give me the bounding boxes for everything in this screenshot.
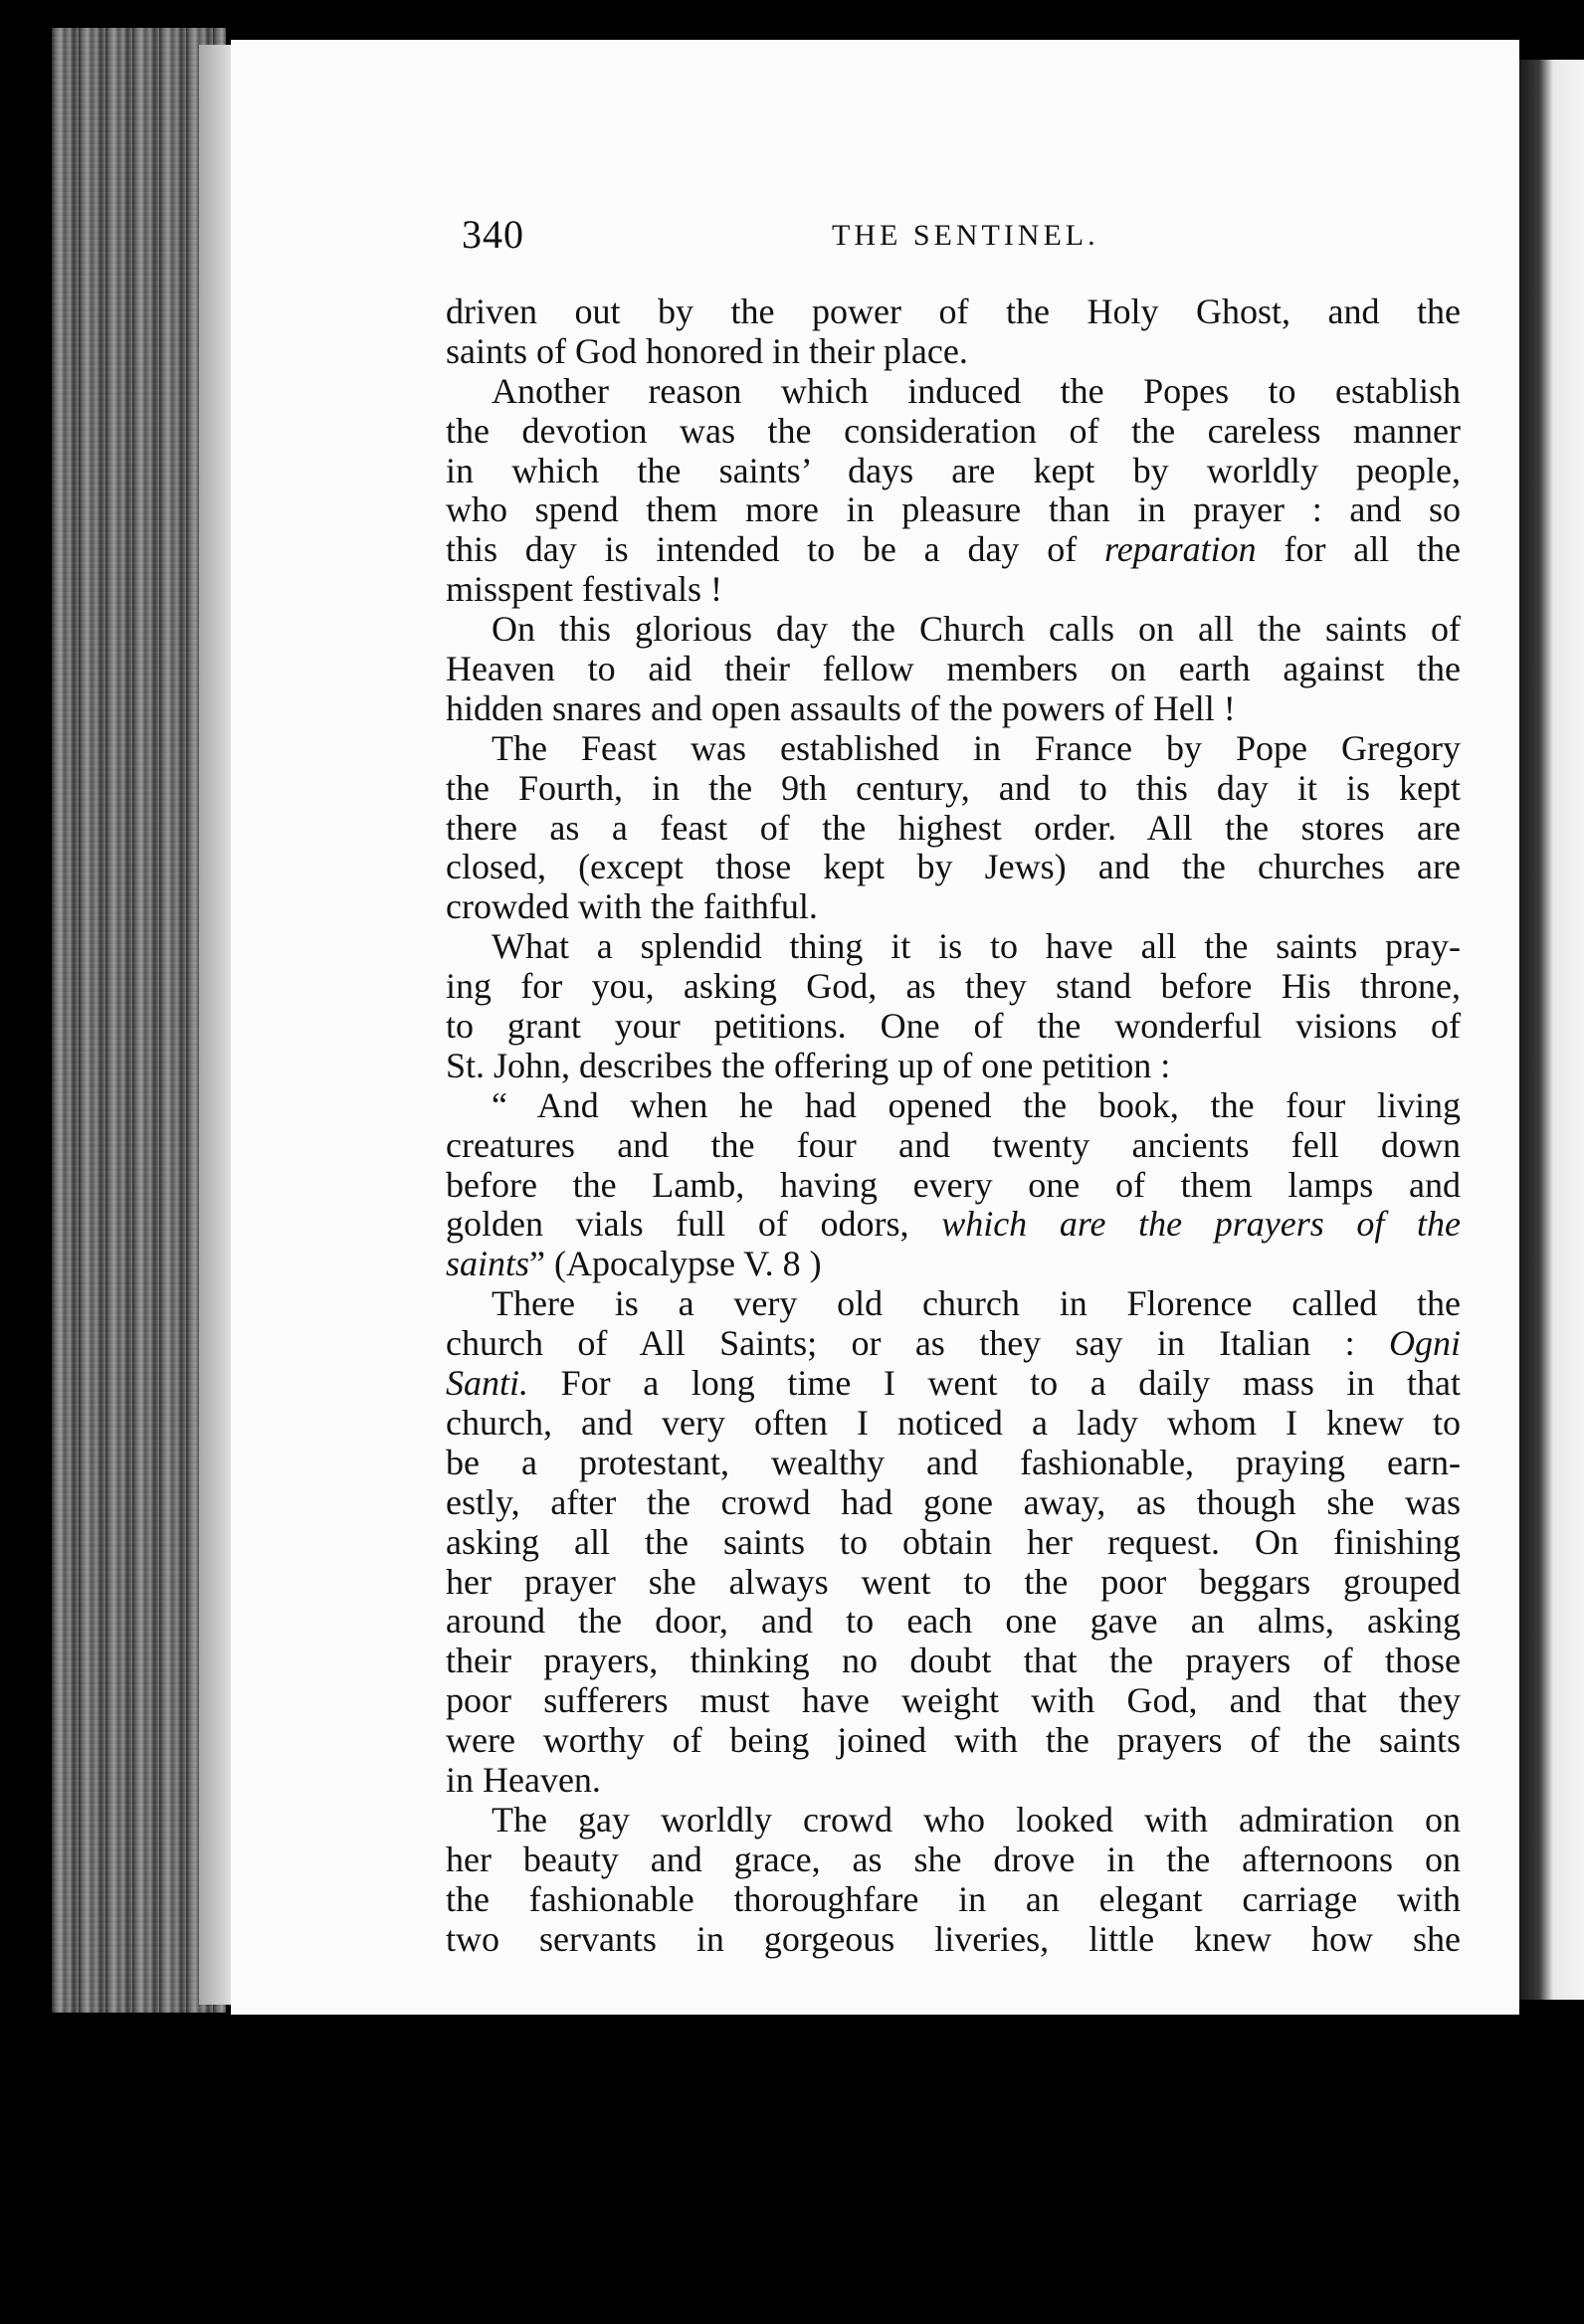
italic-text: saints <box>446 1245 530 1284</box>
text-line <box>446 1364 1461 1404</box>
text-line: before the Lamb, having every one of them lamps and <box>446 1165 1461 1205</box>
journal-title: THE SENTINEL. <box>832 219 1099 252</box>
page-number: 340 <box>462 212 524 257</box>
text-segment: For a long time I went to a daily mass in that <box>528 1364 1461 1404</box>
text-line: two servants in gorgeous liveries, little knew how she <box>446 1919 1461 1959</box>
text-line: misspent festivals ! <box>446 570 722 610</box>
text-line: Heaven to aid their fellow members on earth against the <box>446 650 1461 689</box>
text-line: the fashionable thoroughfare in an elegant carriage with <box>446 1879 1461 1919</box>
text-line: the Fourth, in the 9th century, and to this day it is kept <box>446 768 1461 808</box>
running-head <box>462 211 1457 261</box>
text-line <box>446 530 1461 570</box>
italic-text: reparation <box>1104 530 1257 570</box>
text-line <box>446 1245 1461 1284</box>
text-line: Another reason which induced the Popes to establish <box>492 371 1461 411</box>
text-line: poor sufferers must have weight with God, and that they <box>446 1681 1461 1721</box>
text-line: there as a feast of the highest order. All the stores are <box>446 808 1461 848</box>
text-line: be a protestant, wealthy and fashionable, praying earn- <box>446 1443 1461 1482</box>
text-line: church, and very often I noticed a lady whom I knew to <box>446 1403 1461 1443</box>
text-line: The Feast was established in France by Pope Gregory <box>492 728 1461 768</box>
text-line: St. John, describes the offering up of one petition : <box>446 1046 1171 1085</box>
text-line: who spend them more in pleasure than in prayer : and so <box>446 490 1461 530</box>
text-line: in which the saints’ days are kept by worldly people, <box>446 451 1461 490</box>
text-line: their prayers, thinking no doubt that the prayers of those <box>446 1642 1461 1681</box>
text-line: asking all the saints to obtain her request. On finishing <box>446 1522 1461 1562</box>
facing-page-edge <box>1519 60 1584 2000</box>
text-line: were worthy of being joined with the prayers of the saints <box>446 1721 1461 1761</box>
text-line: There is a very old church in Florence called the <box>492 1284 1461 1324</box>
text-line: The gay worldly crowd who looked with admiration on <box>492 1800 1461 1840</box>
body-text <box>446 292 1461 1959</box>
text-line: in Heaven. <box>446 1760 601 1800</box>
text-line: crowded with the faithful. <box>446 887 818 927</box>
text-line: estly, after the crowd had gone away, as though she was <box>446 1482 1461 1522</box>
text-line: her prayer she always went to the poor beggars grouped <box>446 1562 1461 1602</box>
text-segment: this day is intended to be a day of <box>446 530 1105 570</box>
text-line: closed, (except those kept by Jews) and the churches are <box>446 848 1461 887</box>
text-line: driven out by the power of the Holy Ghost, and the <box>446 292 1461 331</box>
text-line: ing for you, asking God, as they stand before His throne, <box>446 967 1461 1007</box>
text-segment: golden vials full of odors, <box>446 1205 942 1245</box>
text-segment: church of All Saints; or as they say in Italian : <box>446 1324 1389 1364</box>
text-line: “ And when he had opened the book, the four living <box>492 1085 1461 1125</box>
text-line: hidden snares and open assaults of the powers of Hell ! <box>446 688 1236 728</box>
text-segment: for all the <box>1256 530 1461 570</box>
text-segment: ” (Apocalypse V. 8 ) <box>529 1245 822 1284</box>
text-line: On this glorious day the Church calls on all the saints of <box>492 610 1461 650</box>
text-line: her beauty and grace, as she drove in the afternoons on <box>446 1840 1461 1879</box>
text-line: What a splendid thing it is to have all the saints pray- <box>492 927 1461 967</box>
text-line: saints of God honored in their place. <box>446 331 968 371</box>
italic-text: which are the prayers of the <box>941 1205 1461 1245</box>
text-line: the devotion was the consideration of the careless manner <box>446 411 1461 451</box>
text-line <box>446 1205 1461 1245</box>
text-line: around the door, and to each one gave an alms, asking <box>446 1602 1461 1642</box>
text-line: creatures and the four and twenty ancients fell down <box>446 1125 1461 1165</box>
text-line <box>446 1324 1461 1364</box>
text-line: to grant your petitions. One of the wonderful visions of <box>446 1007 1461 1047</box>
italic-text: Ogni <box>1389 1324 1461 1364</box>
italic-text: Santi. <box>446 1364 529 1404</box>
